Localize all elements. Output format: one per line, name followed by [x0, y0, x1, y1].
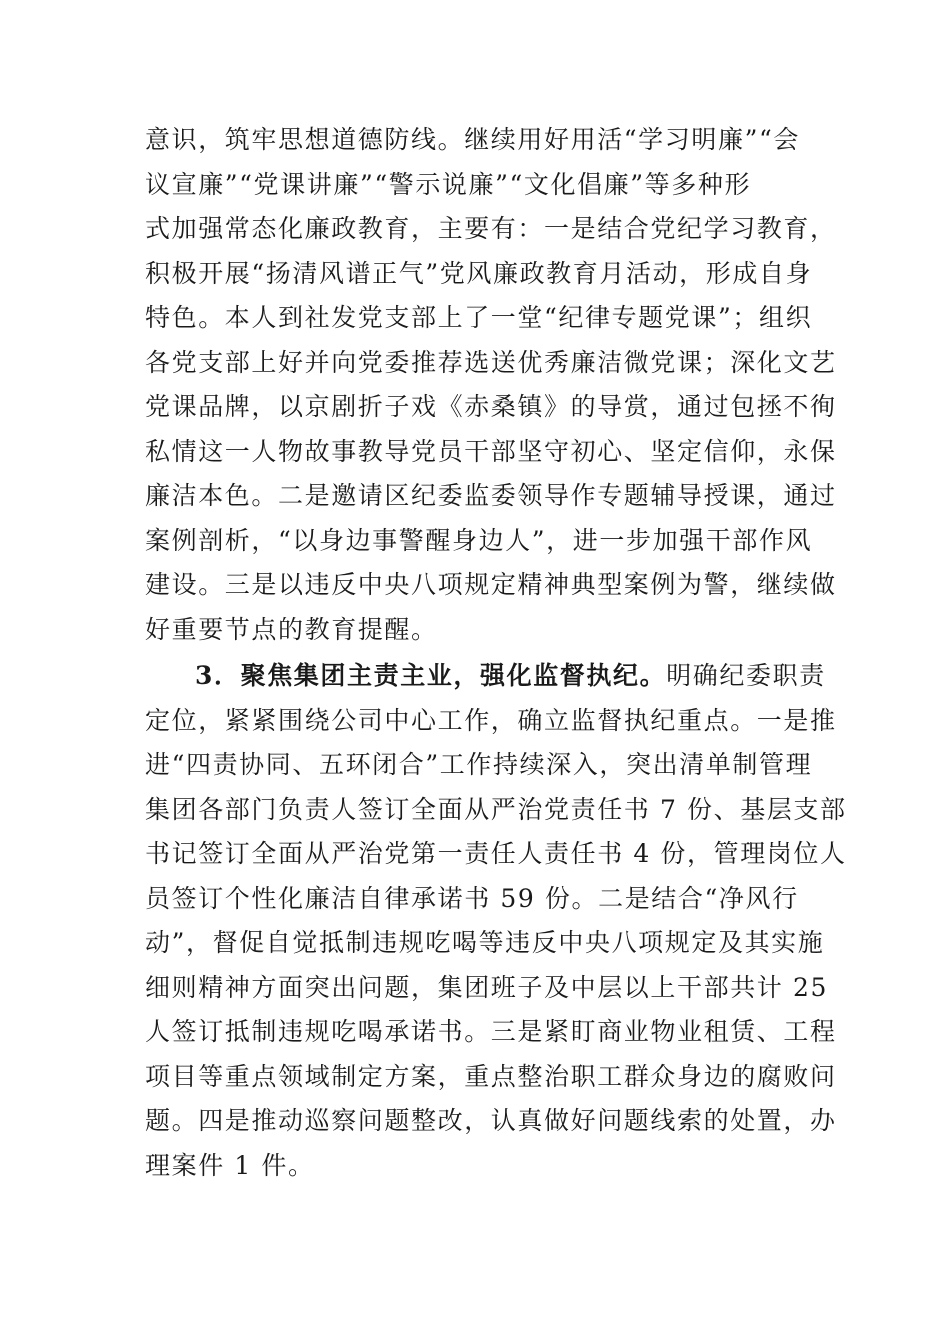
- section-heading: 3．聚焦集团主责主业，强化监督执纪。: [195, 661, 667, 690]
- paragraph-line: 党课品牌，以京剧折子戏《赤桑镇》的导赏，通过包拯不徇: [145, 392, 837, 421]
- paragraph-line: 各党支部上好并向党委推荐选送优秀廉洁微党课；深化文艺: [145, 347, 837, 377]
- paragraph-line: 书记签订全面从严治党第一责任人责任书 4 份，管理岗位人: [145, 839, 847, 868]
- paragraph-line: 案例剖析，“以身边事警醒身边人”，进一步加强干部作风: [145, 525, 813, 555]
- paragraph-line: 好重要节点的教育提醒。: [145, 614, 438, 644]
- paragraph-line: 廉洁本色。二是邀请区纪委监委领导作专题辅导授课，通过: [145, 481, 837, 510]
- paragraph-supervision: [145, 654, 847, 1188]
- paragraph-line: 项目等重点领域制定方案，重点整治职工群众身边的腐败问: [145, 1061, 837, 1091]
- paragraph-line: 理案件 1 件。: [145, 1150, 315, 1180]
- paragraph-line: 私情这一人物故事教导党员干部坚守初心、坚定信仰，永保: [145, 436, 837, 466]
- paragraph-line: 式加强常态化廉政教育，主要有：一是结合党纪学习教育，: [145, 214, 837, 243]
- paragraph-line: 集团各部门负责人签订全面从严治党责任书 7 份、基层支部: [145, 794, 847, 824]
- paragraph-text: 明确纪委职责: [666, 661, 826, 690]
- paragraph-line: 积极开展“扬清风谱正气”党风廉政教育月活动，形成自身: [145, 258, 813, 288]
- paragraph-line: 建设。三是以违反中央八项规定精神典型案例为警，继续做: [145, 570, 837, 599]
- paragraph-line: 题。四是推动巡察问题整改，认真做好问题线索的处置，办: [145, 1106, 837, 1135]
- paragraph-line: 特色。本人到社发党支部上了一堂“纪律专题党课”；组织: [145, 303, 813, 332]
- paragraph-line: 进“四责协同、五环闭合”工作持续深入，突出清单制管理: [145, 750, 813, 779]
- paragraph-first-line: [145, 654, 826, 699]
- paragraph-line: 细则精神方面突出问题，集团班子及中层以上干部共计 25: [145, 972, 828, 1002]
- paragraph-line: 定位，紧紧围绕公司中心工作，确立监督执纪重点。一是推: [145, 705, 837, 735]
- paragraph-line: 员签订个性化廉洁自律承诺书 59 份。二是结合“净风行: [145, 883, 799, 913]
- paragraph-education: [145, 118, 837, 652]
- paragraph-line: 动”，督促自觉抵制违规吃喝等违反中央八项规定及其实施: [145, 928, 825, 957]
- paragraph-line: 意识，筑牢思想道德防线。继续用好用活“学习明廉”“会: [145, 125, 800, 154]
- paragraph-line: 人签订抵制违规吃喝承诺书。三是紧盯商业物业租赁、工程: [145, 1017, 837, 1046]
- paragraph-line: 议宣廉”“党课讲廉”“警示说廉”“文化倡廉”等多种形: [145, 169, 752, 199]
